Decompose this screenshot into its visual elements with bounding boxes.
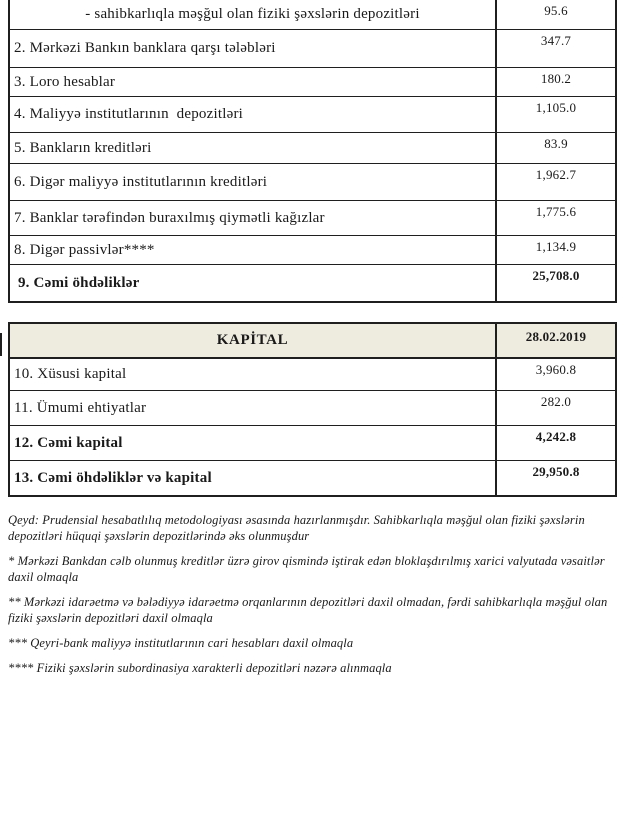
table-row-total-liabilities	[10, 265, 615, 301]
row-label: 8. Digər passivlər****	[10, 236, 497, 264]
table-row	[10, 201, 615, 236]
footnote-2: ** Mərkəzi idarəetmə və bələdiyyə idarəetmə orqanlarının depozitləri daxil olmadan, fərdi sahibkarlıqla məşğul olan fiziki şəxslərin depozitləri daxil olmaqla	[8, 595, 608, 625]
row-value: 25,708.0	[532, 268, 580, 283]
table-row	[10, 68, 615, 97]
row-value: 4,242.8	[535, 429, 577, 444]
table-row-total-capital	[10, 426, 615, 461]
row-label: 13. Cəmi öhdəliklər və kapital	[10, 461, 497, 495]
footnote-4: **** Fiziki şəxslərin subordinasiya xarakterli depozitləri nəzərə alınmaqla	[8, 661, 392, 675]
capital-table	[8, 322, 617, 497]
row-value: 347.7	[540, 33, 572, 48]
table-row	[10, 0, 615, 30]
row-value: 1,134.9	[535, 239, 577, 254]
row-value: 1,962.7	[535, 167, 577, 182]
row-label: 9. Cəmi öhdəliklər	[10, 265, 497, 301]
footnotes-block	[8, 512, 610, 685]
report-date: 28.02.2019	[525, 329, 587, 344]
capital-header-row	[10, 324, 615, 359]
row-value: 1,105.0	[535, 100, 577, 115]
section-title: KAPİTAL	[10, 324, 497, 357]
page-edge-mark	[0, 333, 2, 356]
table-row	[10, 30, 615, 68]
row-value: 29,950.8	[532, 464, 580, 479]
footnote-1: * Mərkəzi Bankdan cəlb olunmuş kreditlər üzrə girov qismində iştirak edən bloklaşdırılmış xarici valyutada vəsaitlər daxil olmaqla	[8, 554, 605, 584]
footnote-note: Qeyd: Prudensial hesabatlılıq metodologiyası əsasında hazırlanmışdır. Sahibkarlıqla məşğul olan fiziki şəxslərin depozitləri hüquqi şəxslərin depozitlərində əks olunmuşdur	[8, 513, 585, 543]
row-label: 2. Mərkəzi Bankın banklara qarşı tələbləri	[10, 30, 497, 67]
row-value: 83.9	[544, 136, 568, 151]
row-label: 6. Digər maliyyə institutlarının kreditləri	[10, 164, 497, 200]
row-value: 180.2	[540, 71, 572, 86]
table-row	[10, 359, 615, 391]
row-label: 3. Loro hesablar	[10, 68, 497, 96]
row-label: 12. Cəmi kapital	[10, 426, 497, 460]
row-label: 4. Maliyyə institutlarının depozitləri	[10, 97, 497, 132]
row-value: 3,960.8	[535, 362, 577, 377]
row-value: 282.0	[540, 394, 572, 409]
row-label: 10. Xüsusi kapital	[10, 359, 497, 390]
row-label: - sahibkarlıqla məşğul olan fiziki şəxslərin depozitləri	[10, 0, 497, 29]
row-value: 1,775.6	[535, 204, 577, 219]
table-row	[10, 391, 615, 426]
table-row	[10, 97, 615, 133]
row-label: 7. Banklar tərəfindən buraxılmış qiymətli kağızlar	[10, 201, 497, 235]
row-label: 11. Ümumi ehtiyatlar	[10, 391, 497, 425]
row-label: 5. Bankların kreditləri	[10, 133, 497, 163]
table-row	[10, 236, 615, 265]
table-row	[10, 164, 615, 201]
table-row	[10, 133, 615, 164]
liabilities-table	[8, 0, 617, 303]
table-row-total-liabilities-and-capital	[10, 461, 615, 495]
footnote-3: *** Qeyri-bank maliyyə institutlarının cari hesabları daxil olmaqla	[8, 636, 354, 650]
row-value: 95.6	[544, 3, 568, 18]
